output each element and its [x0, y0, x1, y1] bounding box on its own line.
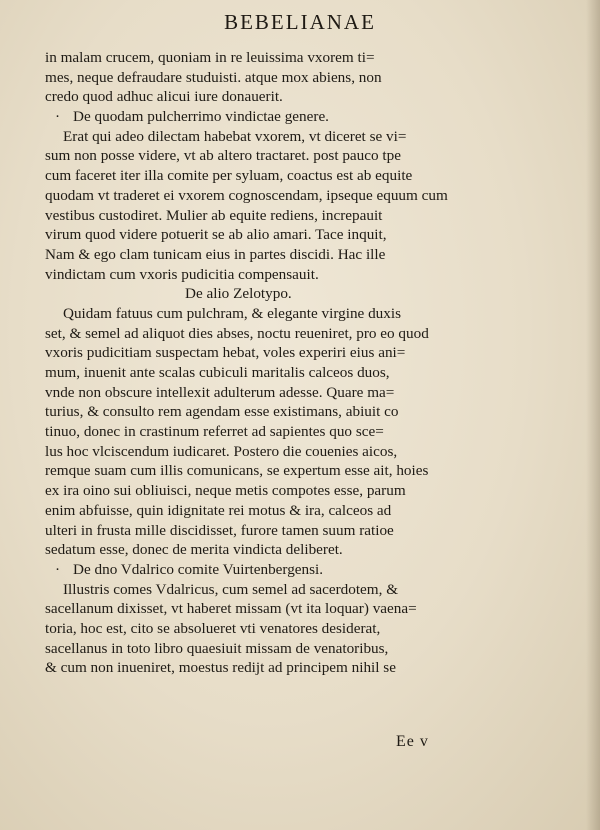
section-heading: · De quodam pulcherrimo vindictae genere. — [55, 108, 329, 126]
section-heading: De alio Zelotypo. — [185, 285, 292, 303]
section-heading: · De dno Vdalrico comite Vuirtenbergensi. — [55, 560, 324, 578]
text-line: in malam crucem, quoniam in re leuissima vxorem ti= — [45, 49, 375, 66]
text-line: sum non posse videre, vt ab altero tractaret. post pauco tpe — [45, 147, 401, 165]
text-line: mum, inuenit ante scalas cubiculi maritalis calceos duos, — [45, 364, 390, 381]
text-line: vnde non obscure intellexit adulterum adesse. Quare ma= — [45, 383, 395, 401]
text-line: enim abfuisse, quin idignitate rei motus & ira, calceos ad — [45, 501, 392, 519]
text-line: ulteri in frusta mille discidisset, furore tamen suum ratioe — [45, 521, 394, 539]
text-line: credo quod adhuc alicui iure donauerit. — [45, 88, 283, 106]
text-line: lus hoc vlciscendum iudicaret. Postero die couenies aicos, — [45, 442, 398, 460]
running-header: BEBELIANAE — [224, 10, 376, 34]
text-line: Quidam fatuus cum pulchram, & elegante virgine duxis — [63, 304, 401, 322]
text-line: Erat qui adeo dilectam habebat vxorem, vt diceret se vi= — [63, 127, 407, 145]
page-gutter-shadow — [586, 0, 600, 830]
text-line: turius, & consulto rem agendam esse existimans, abiuit co — [45, 403, 399, 421]
text-line: cum faceret iter illa comite per syluam, coactus est ab equite — [45, 167, 413, 185]
text-line: set, & semel ad aliquot dies abses, noctu reueniret, pro eo quod — [45, 324, 429, 342]
text-line: virum quod videre potuerit se ab alio amari. Tace inquit, — [45, 226, 387, 244]
text-line: ex ira oino sui obliuisci, neque metis compotes esse, parum — [45, 482, 406, 500]
text-line: remque suam cum illis comunicans, se expertum esse ait, hoies — [45, 462, 429, 480]
text-line: Nam & ego clam tunicam eius in partes discidi. Hac ille — [45, 245, 386, 263]
text-line: vestibus custodiret. Mulier ab equite rediens, increpauit — [45, 206, 383, 224]
body-text — [45, 48, 477, 678]
text-line: toria, hoc est, cito se absolueret vti venatores desiderat, — [45, 619, 381, 637]
text-line: & cum non inueniret, moestus redijt ad principem nihil se — [45, 659, 396, 677]
text-line: sacellanum dixisset, vt haberet missam (vt ita loquar) vaena= — [45, 600, 417, 618]
text-line: mes, neque defraudare studuisti. atque mox abiens, non — [45, 68, 382, 86]
signature-mark: Ee v — [396, 733, 429, 750]
text-line: sedatum esse, donec de merita vindicta deliberet. — [45, 541, 343, 559]
text-line: quodam vt traderet ei vxorem cognoscendam, ipseque equum cum — [45, 186, 448, 204]
text-line: tinuo, donec in crastinum referret ad sapientes quo sce= — [45, 423, 384, 441]
text-line: sacellanus in toto libro quaesiuit missam de venatoribus, — [45, 639, 389, 657]
text-line: vxoris pudicitiam suspectam hebat, voles experiri eius ani= — [45, 344, 406, 362]
text-line: vindictam cum vxoris pudicitia compensauit. — [45, 265, 319, 283]
text-line: Illustris comes Vdalricus, cum semel ad sacerdotem, & — [63, 580, 399, 598]
